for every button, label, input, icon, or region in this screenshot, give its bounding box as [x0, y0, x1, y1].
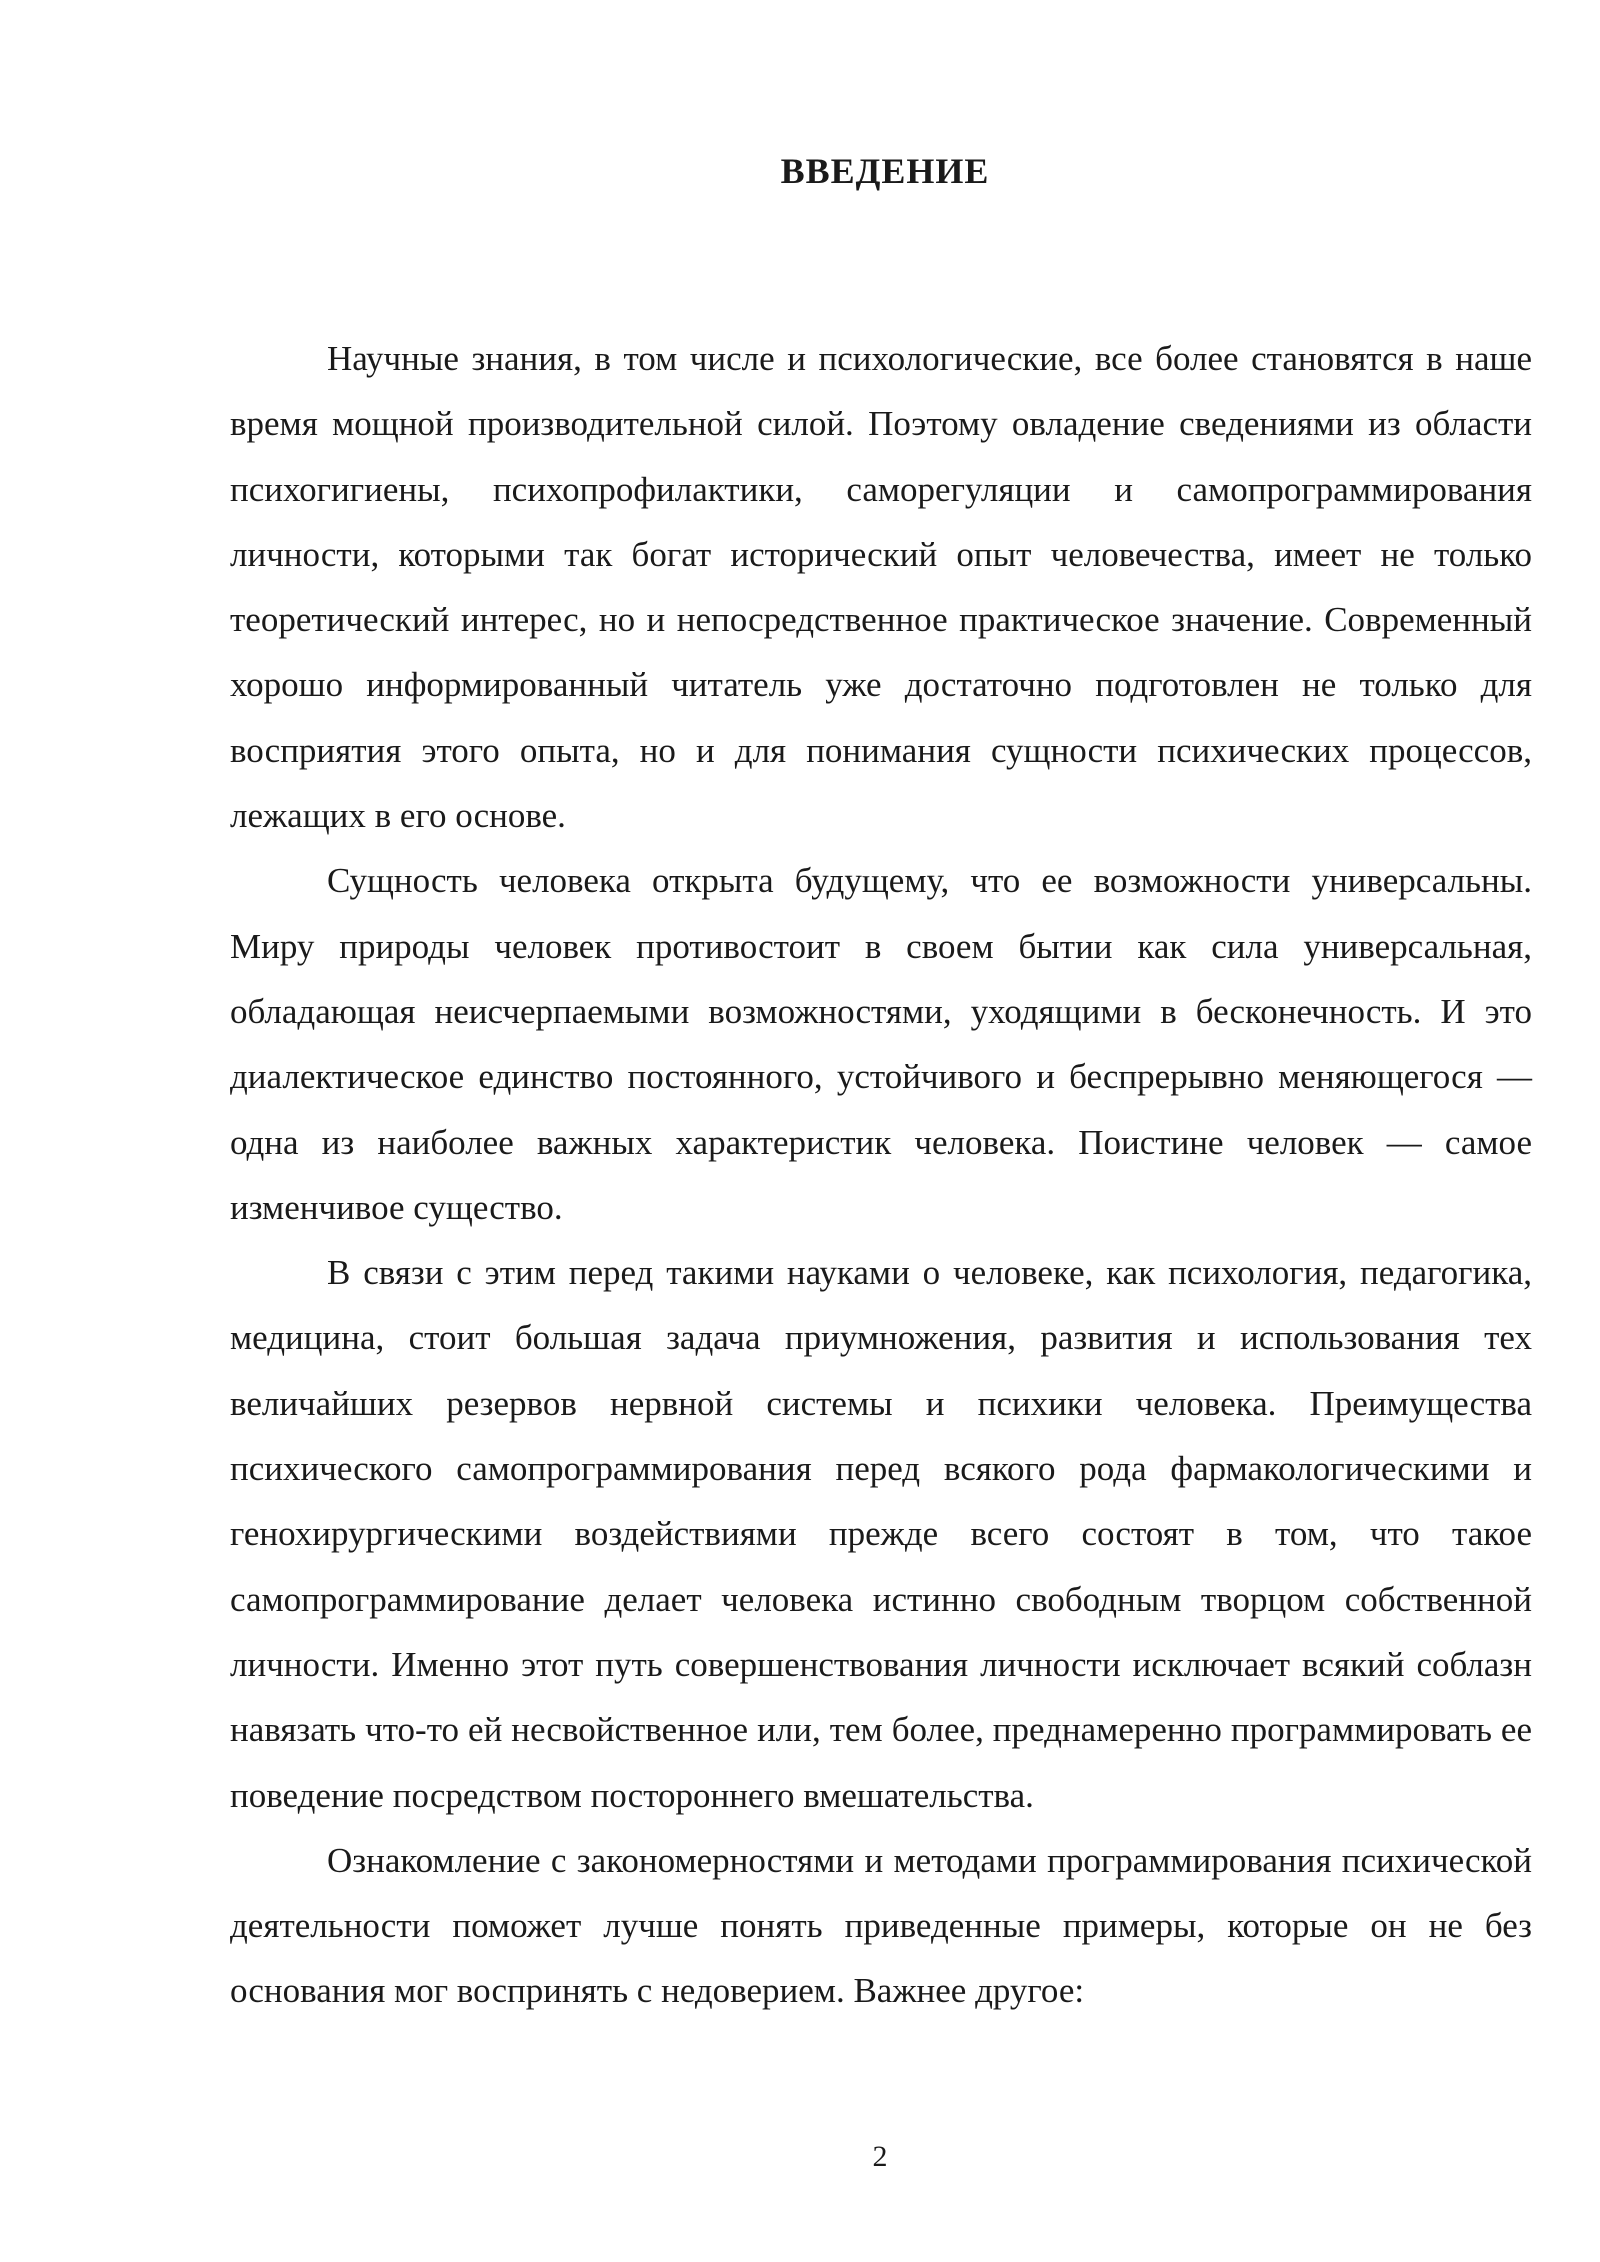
page-title: ВВЕДЕНИЕ — [780, 151, 990, 191]
paragraph-1: Научные знания, в том числе и психологические, все более становятся в наше время мощной производительной силой. Поэтому овладение сведениями из области психогигиены, психопрофилактики, саморегуляции и самопрограммирования личности, которыми так богат исторический опыт человечества, имеет не только теоретический интерес, но и непосредственное практическое значение. Современный хорошо информированный читатель уже достаточно подготовлен не только для восприятия этого опыта, но и для понимания сущности психических процессов, лежащих в его основе. — [230, 339, 1532, 836]
paragraph-3: В связи с этим перед такими науками о человеке, как психология, педагогика, медицина, стоит большая задача приумножения, развития и использования тех величайших резервов нервной системы и психики человека. Преимущества психического самопрограммирования перед всякого рода фармакологическими и генохирургическими воздействиями прежде всего состоят в том, что такое самопрограммирование делает человека истинно свободным творцом собственной личности. Именно этот путь совершенствования личности исключает всякий соблазн навязать что-то ей несвойственное или, тем более, преднамеренно программировать ее поведение посредством постороннего вмешательства. — [230, 1253, 1532, 1815]
paragraph-2: Сущность человека открыта будущему, что ее возможности универсальны. Миру природы человек противостоит в своем бытии как сила универсальная, обладающая неисчерпаемыми возможностями, уходящими в бесконечность. И это диалектическое единство постоянного, устойчивого и беспрерывно меняющегося — одна из наиболее важных характеристик человека. Поистине человек — самое изменчивое существо. — [230, 861, 1532, 1227]
page-number: 2 — [872, 2140, 888, 2173]
body-text — [230, 326, 1532, 2024]
paragraph-4: Ознакомление с закономерностями и методами программирования психической деятельности поможет лучше понять приведенные примеры, которые он не без основания мог воспринять с недоверием. Важнее другое: — [230, 1840, 1532, 2011]
